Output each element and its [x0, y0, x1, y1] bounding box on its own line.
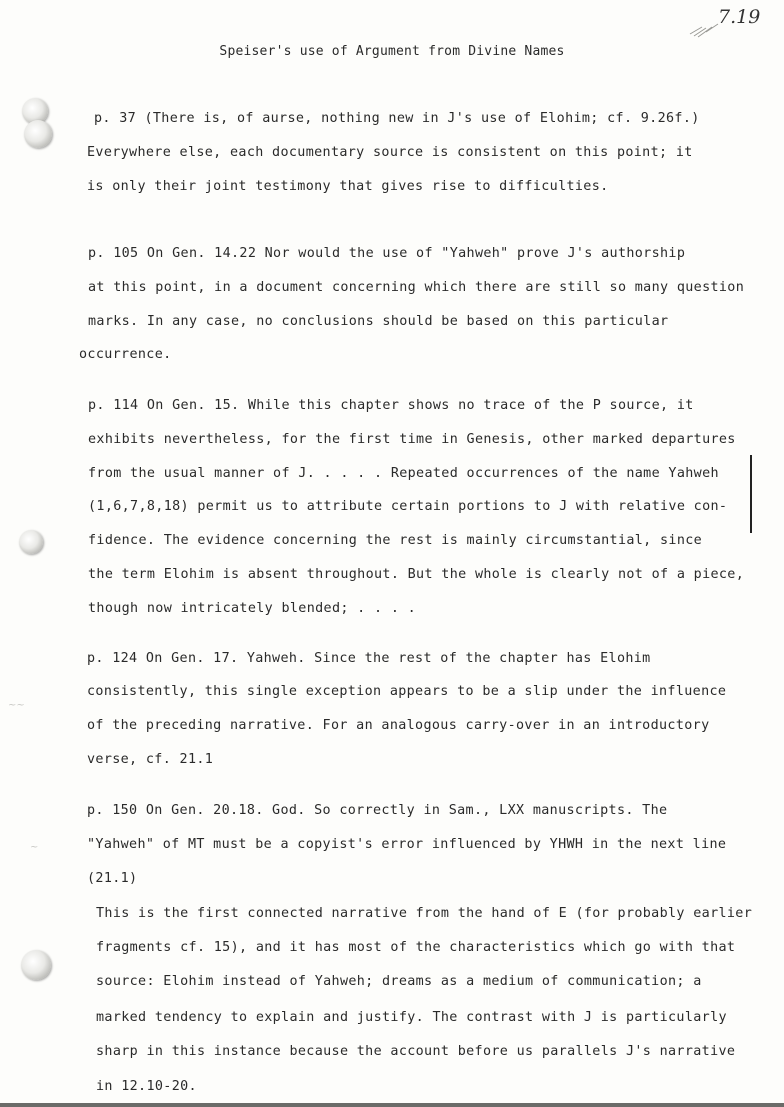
- text-line: is only their joint testimony that gives rise to difficulties.: [87, 179, 609, 194]
- text-line: though now intricately blended; . . . .: [88, 601, 417, 616]
- document-title: Speiser's use of Argument from Divine Names: [219, 44, 565, 59]
- text-line: This is the first connected narrative from the hand of E (for probably earlier: [96, 906, 753, 921]
- text-line: at this point, in a document concerning which there are still so many question: [88, 280, 745, 295]
- faint-pencil-mark: ~~: [8, 700, 25, 711]
- page-bottom-edge: [0, 1103, 784, 1107]
- text-line: (21.1): [87, 871, 138, 886]
- text-line: sharp in this instance because the account before us parallels J's narrative: [96, 1044, 736, 1059]
- page-number: 7.19: [718, 6, 761, 28]
- text-line: p. 105 On Gen. 14.22 Nor would the use of "Yahweh" prove J's authorship: [88, 246, 686, 261]
- text-line: (1,6,7,8,18) permit us to attribute certain portions to J with relative con-: [88, 499, 728, 514]
- text-line: Everywhere else, each documentary source is consistent on this point; it: [87, 145, 693, 160]
- text-line: in 12.10-20.: [96, 1079, 197, 1094]
- text-line: the term Elohim is absent throughout. But the whole is clearly not of a piece,: [88, 567, 745, 582]
- text-line: exhibits nevertheless, for the first time in Genesis, other marked departures: [88, 432, 736, 447]
- text-line: source: Elohim instead of Yahweh; dreams as a medium of communication; a: [96, 974, 702, 989]
- text-line: p. 150 On Gen. 20.18. God. So correctly in Sam., LXX manuscripts. The: [87, 803, 668, 818]
- text-line: occurrence.: [79, 347, 172, 362]
- text-line: p. 114 On Gen. 15. While this chapter shows no trace of the P source, it: [88, 398, 694, 413]
- text-line: "Yahweh" of MT must be a copyist's error influenced by YHWH in the next line: [87, 837, 727, 852]
- text-line: fragments cf. 15), and it has most of the characteristics which go with that: [96, 940, 736, 955]
- text-line: verse, cf. 21.1: [87, 752, 214, 767]
- faint-pencil-mark: ~: [30, 842, 39, 853]
- pencil-scribble: [688, 18, 720, 38]
- text-line: marks. In any case, no conclusions should be based on this particular: [88, 314, 669, 329]
- text-line: of the preceding narrative. For an analogous carry-over in an introductory: [87, 718, 710, 733]
- margin-bar: [750, 455, 752, 533]
- text-line: from the usual manner of J. . . . . Repeated occurrences of the name Yahweh: [88, 466, 719, 481]
- punch-hole: [24, 120, 52, 148]
- text-line: p. 37 (There is, of aurse, nothing new in J's use of Elohim; cf. 9.26f.): [94, 111, 700, 126]
- text-line: fidence. The evidence concerning the rest is mainly circumstantial, since: [88, 533, 703, 548]
- text-line: consistently, this single exception appears to be a slip under the influence: [87, 684, 727, 699]
- text-line: marked tendency to explain and justify. The contrast with J is particularly: [96, 1010, 727, 1025]
- text-line: p. 124 On Gen. 17. Yahweh. Since the rest of the chapter has Elohim: [87, 651, 651, 666]
- punch-hole: [21, 950, 51, 980]
- punch-hole: [19, 530, 43, 554]
